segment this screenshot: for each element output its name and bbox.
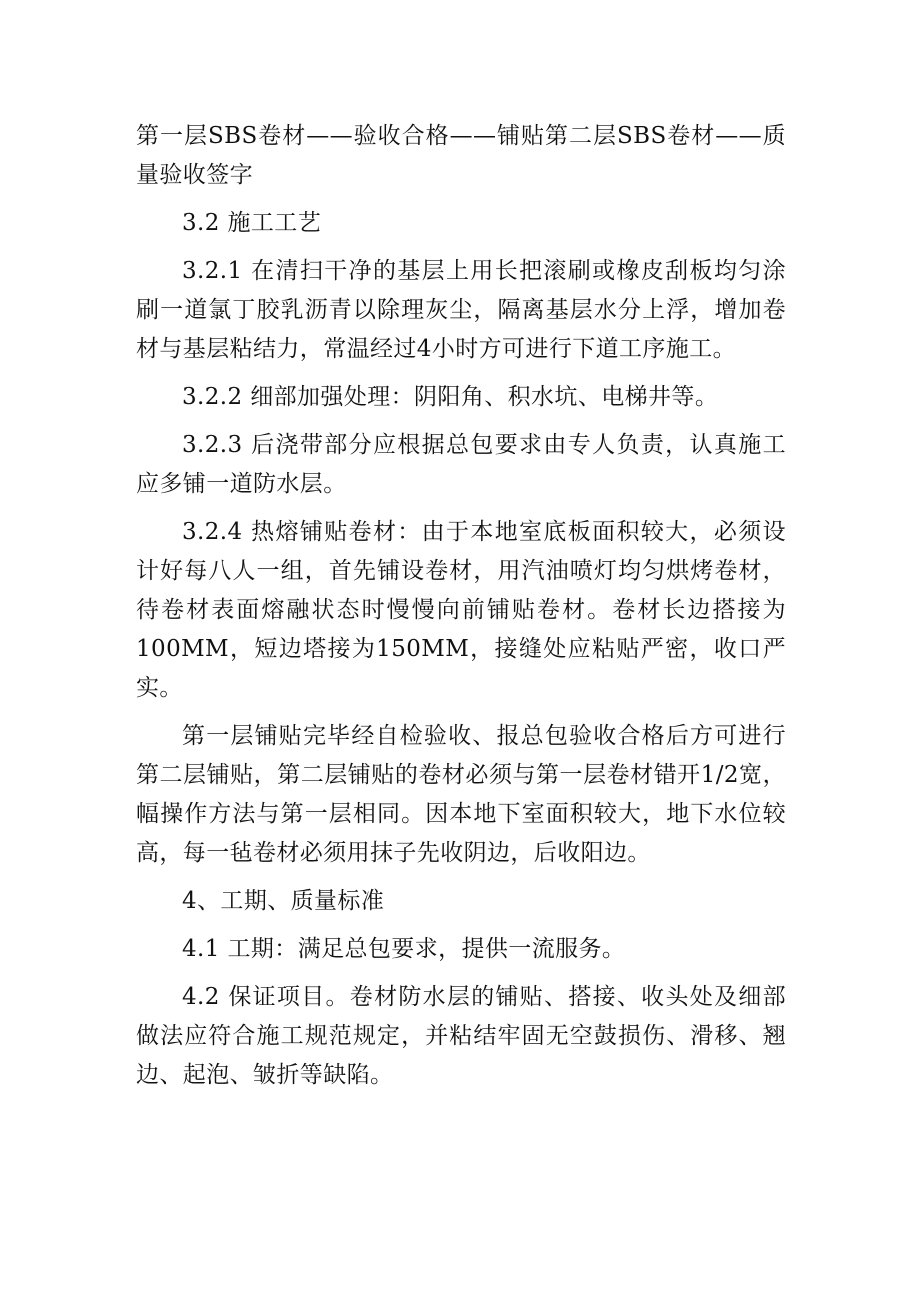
heading-4-schedule-quality: 4、工期、质量标准 [182,888,385,914]
paragraph-3-2-1: 3.2.1 在清扫干净的基层上用长把滚刷或橡皮刮板均匀涂刷一道氯丁胶乳沥青以除理灰尘，隔离基层水分上浮，增加卷材与基层粘结力，常温经过4小时方可进行下道工序施工。 [136,258,786,362]
document-body [136,117,786,1104]
paragraph-3-2-2: 3.2.2 细部加强处理：阴阳角、积水坑、电梯井等。 [182,384,719,410]
paragraph-process-flow-end: 第一层SBS卷材——验收合格——铺贴第二层SBS卷材——质量验收签字 [136,123,786,188]
paragraph-3-2-3: 3.2.3 后浇带部分应根据总包要求由专人负责，认真施工应多铺一道防水层。 [136,432,786,497]
paragraph-4-1: 4.1 工期：满足总包要求，提供一流服务。 [182,936,626,962]
paragraph-second-layer: 第一层铺贴完毕经自检验收、报总包验收合格后方可进行第二层铺贴，第二层铺贴的卷材必须与第一层卷材错开1/2宽，幅操作方法与第一层相同。因本地下室面积较大，地下水位较高，每一毡卷材必须用抹子先收阴边，后收阳边。 [136,723,786,866]
paragraph-4-2: 4.2 保证项目。卷材防水层的铺贴、搭接、收头处及细部做法应符合施工规范规定，并粘结牢固无空鼓损伤、滑移、翘边、起泡、皱折等缺陷。 [136,984,786,1088]
paragraph-3-2-4: 3.2.4 热熔铺贴卷材：由于本地室底板面积较大，必须设计好每八人一组，首先铺设卷材，用汽油喷灯均匀烘烤卷材，待卷材表面熔融状态时慢慢向前铺贴卷材。卷材长边搭接为100MM，短边塔接为150MM，接缝处应粘贴严密，收口严实。 [136,519,786,701]
heading-3-2-construction-process: 3.2 施工工艺 [182,210,322,236]
